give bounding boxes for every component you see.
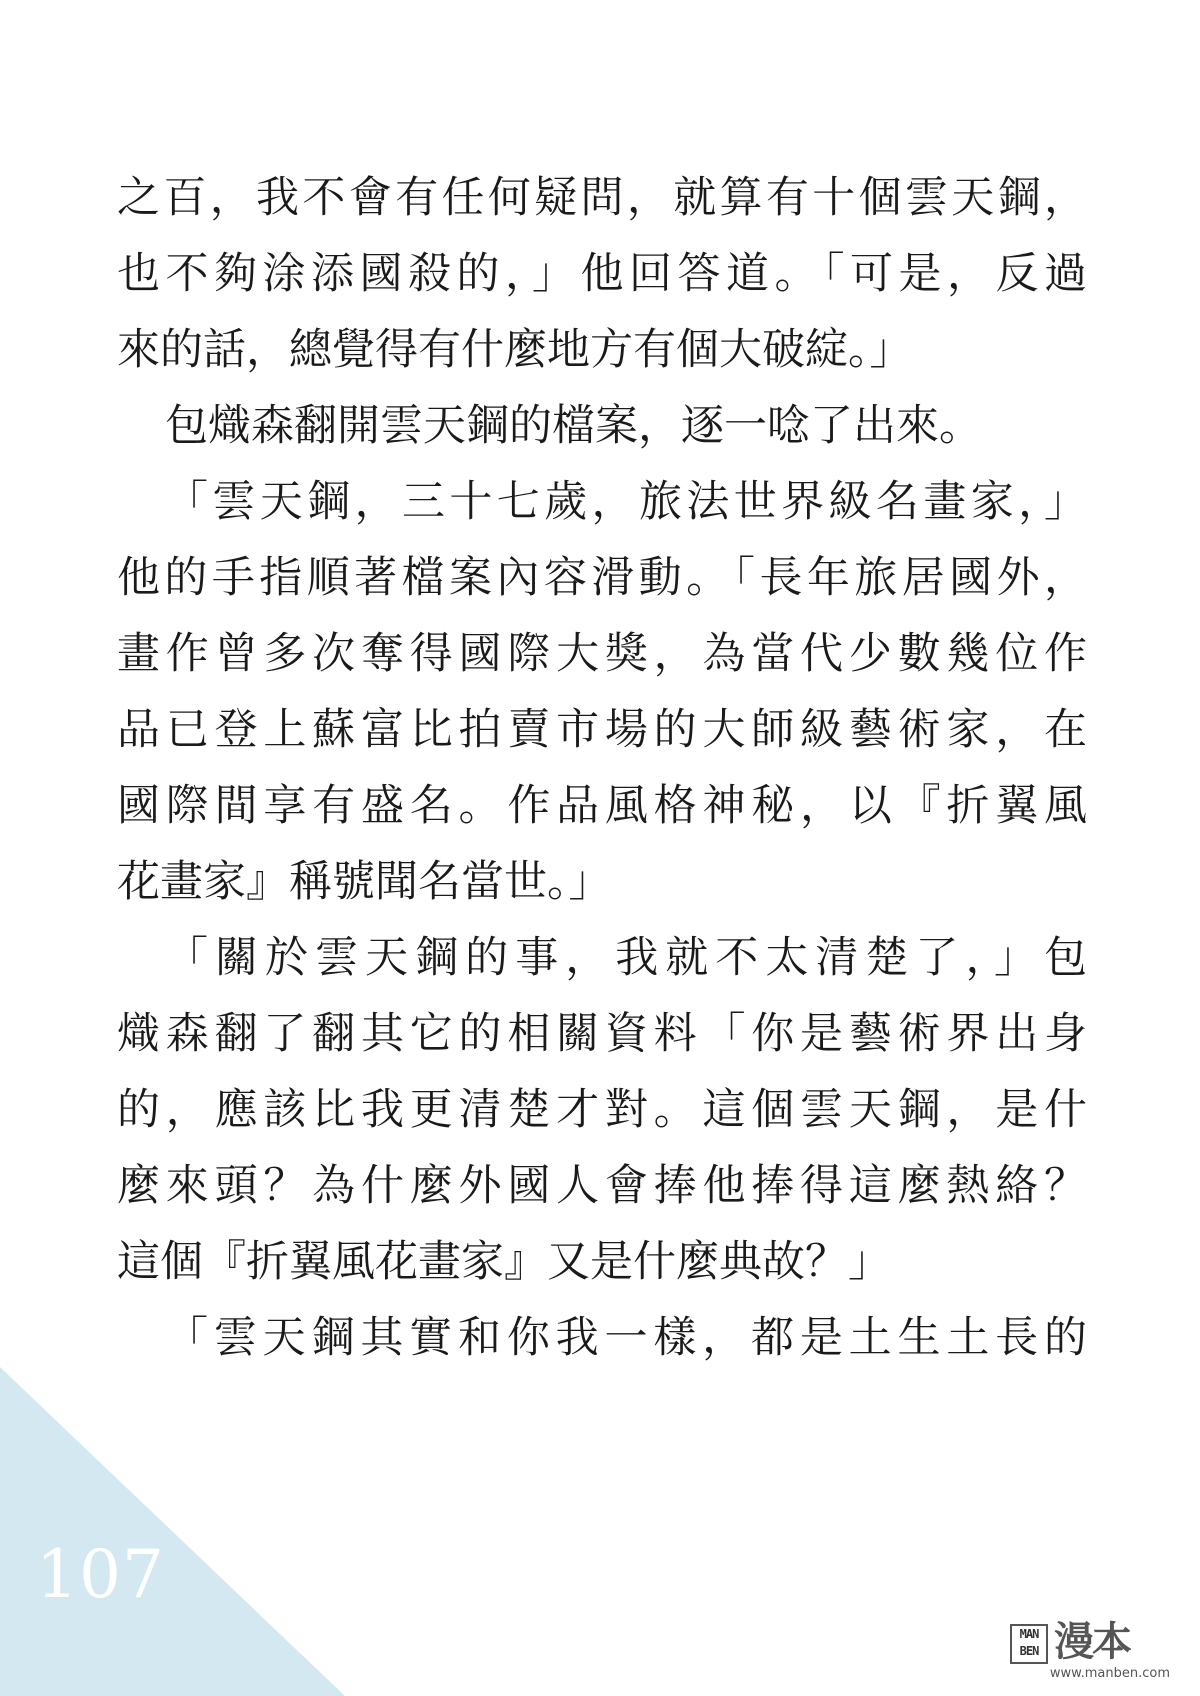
body-text: [117, 160, 1087, 1376]
watermark-name: 漫本: [1054, 1619, 1130, 1665]
text-line: 畫作曾多次奪得國際大獎，為當代少數幾位作: [117, 629, 1087, 679]
text-line: 國際間享有盛名。作品風格神秘，以『折翼風: [117, 781, 1087, 831]
text-line: 花畫家』稱號聞名當世。」: [117, 857, 612, 907]
text-line: 他的手指順著檔案內容滑動。「長年旅居國外，: [117, 553, 1087, 603]
text-line: 的，應該比我更清楚才對。這個雲天鋼，是什: [117, 1085, 1087, 1135]
text-line: 也不夠涂添國殺的，」他回答道。「可是，反過: [117, 249, 1087, 299]
text-line: 「雲天鋼其實和你我一樣，都是土生土長的: [165, 1313, 1087, 1363]
text-line: 品已登上蘇富比拍賣市場的大師級藝術家，在: [117, 705, 1087, 755]
watermark: [1010, 1619, 1170, 1682]
page-number: 107: [36, 1536, 165, 1613]
text-line: 包熾森翻開雲天鋼的檔案，逐一唸了出來。: [165, 401, 982, 451]
text-line: 「雲天鋼，三十七歲，旅法世界級名畫家，」: [165, 477, 1087, 527]
watermark-url: www.manben.com: [1049, 1666, 1170, 1681]
text-line: 熾森翻了翻其它的相關資料「你是藝術界出身: [117, 1009, 1087, 1059]
text-line: 之百，我不會有任何疑問，就算有十個雲天鋼，: [117, 173, 1087, 223]
watermark-logo: MAN BEN: [1010, 1624, 1048, 1664]
text-line: 這個『折翼風花畫家』又是什麼典故？」: [117, 1237, 891, 1287]
corner-decoration: [0, 1367, 345, 1696]
text-line: 來的話，總覺得有什麼地方有個大破綻。」: [117, 325, 913, 375]
text-line: 「關於雲天鋼的事，我就不太清楚了，」包: [165, 933, 1087, 983]
text-line: 麼來頭？為什麼外國人會捧他捧得這麼熱絡？: [117, 1161, 1087, 1211]
